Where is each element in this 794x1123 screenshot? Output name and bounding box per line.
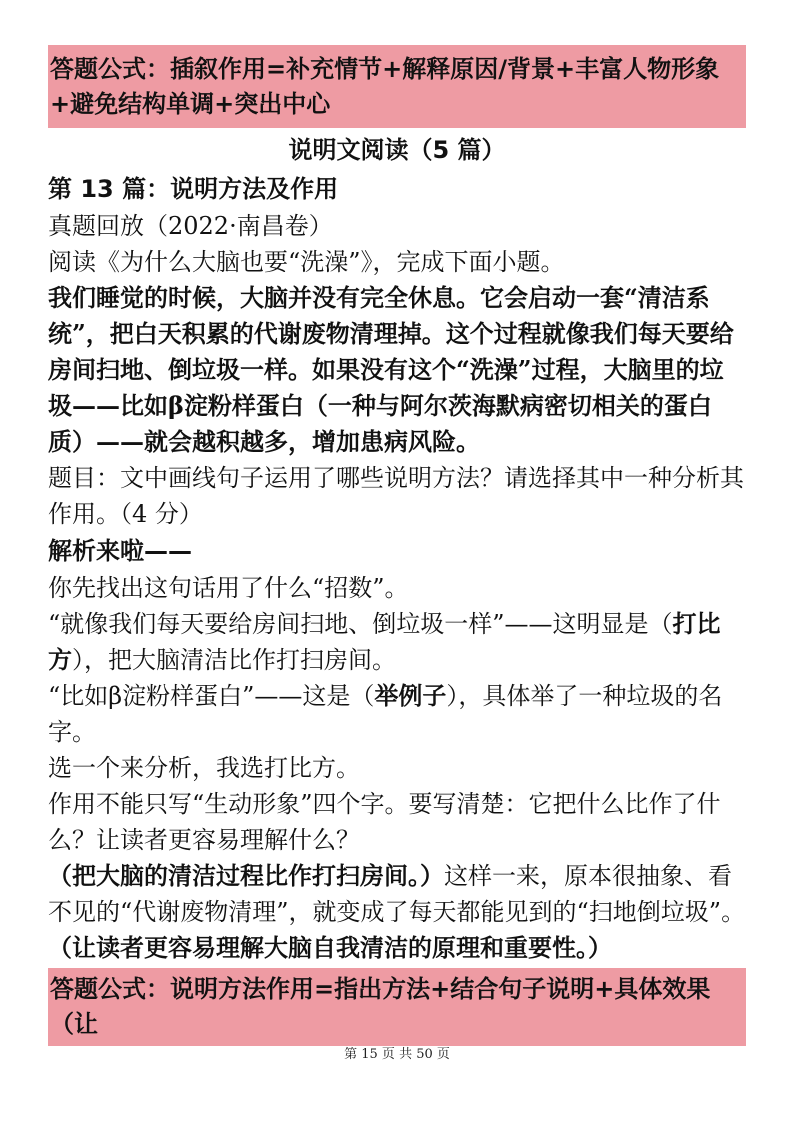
analysis-paragraph-6 <box>48 858 746 930</box>
analysis-paragraph-1: 你先找出这句话用了什么“招数”。 <box>48 574 409 602</box>
analysis-emphasis: 打比方 <box>48 609 721 674</box>
formula-label: 答题公式： <box>50 55 170 83</box>
analysis-paragraph-4: 选一个来分析，我选打比方。 <box>48 754 360 782</box>
analysis-emphasis: 举例子 <box>374 681 447 710</box>
analysis-text: ），把大脑清洁比作打扫房间。 <box>72 646 396 674</box>
analysis-paragraph-7: （让读者更容易理解大脑自我清洁的原理和重要性。） <box>48 933 612 962</box>
analysis-heading: 解析来啦—— <box>48 537 192 565</box>
instruction-line: 阅读《为什么大脑也要“洗澡”》，完成下面小题。 <box>48 248 565 276</box>
analysis-text: “比如β淀粉样蛋白”——这是（ <box>48 682 375 710</box>
question-line: 题目：文中画线句子运用了哪些说明方法？请选择其中一种分析其作用。（4 分） <box>48 464 744 528</box>
formula-text: 说明方法作用=指出方法+结合句子说明+具体效果（让 <box>50 975 711 1038</box>
formula-label: 答题公式： <box>50 975 170 1003</box>
bottom-formula-box <box>48 968 746 1046</box>
top-formula-box <box>48 45 746 128</box>
formula-text: 插叙作用=补充情节+解释原因/背景+丰富人物形象+避免结构单调+突出中心 <box>50 55 720 118</box>
reading-passage <box>48 280 746 460</box>
article-title: 第 13 篇：说明方法及作用 <box>48 175 339 203</box>
page-footer: 第 15 页 共 50 页 <box>344 1047 450 1062</box>
page-content <box>48 45 746 1046</box>
section-title: 说明文阅读（5 篇） <box>288 136 506 164</box>
analysis-text: ），具体举了一种垃圾的名字。 <box>48 682 723 746</box>
source-line: 真题回放（2022·南昌卷） <box>48 212 333 240</box>
analysis-emphasis: （把大脑的清洁过程比作打扫房间。） <box>48 861 444 890</box>
analysis-paragraph-5: 作用不能只写“生动形象”四个字。要写清楚：它把什么比作了什么？让读者更容易理解什么？ <box>48 790 721 854</box>
analysis-text: 这样一来，原本很抽象、看不见的“代谢废物清理”，就变成了每天都能见到的“扫地倒垃圾”。 <box>48 862 746 926</box>
analysis-paragraph-2 <box>48 606 746 678</box>
analysis-paragraph-3 <box>48 678 746 750</box>
passage-text: 我们睡觉的时候，大脑并没有完全休息。它会启动一套“清洁系统”，把白天积累的代谢废物清理掉。这个过程就像我们每天要给房间扫地、倒垃圾一样。如果没有这个“洗澡”过程，大脑里的垃圾——比如β淀粉样蛋白（一种与阿尔茨海默病密切相关的蛋白质）——就会越积越多，增加患病风险。 <box>48 283 734 456</box>
analysis-text: “就像我们每天要给房间扫地、倒垃圾一样”——这明显是（ <box>48 610 673 638</box>
